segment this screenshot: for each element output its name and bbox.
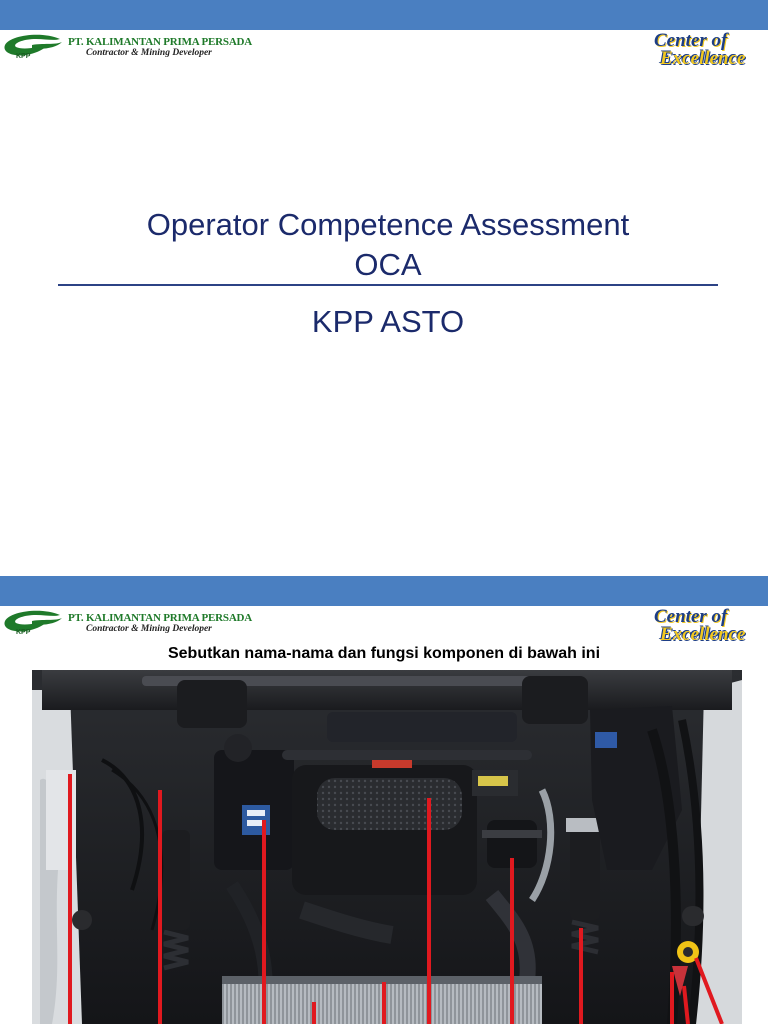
kpp-swoosh-icon xyxy=(2,609,64,641)
kpp-logo xyxy=(2,609,253,641)
kpp-company-name: PT. KALIMANTAN PRIMA PERSADA xyxy=(68,36,253,48)
title-line-1: Operator Competence Assessment xyxy=(146,207,630,242)
kpp-swoosh-icon xyxy=(2,33,64,65)
kpp-logo xyxy=(2,33,253,65)
coe-line-2: Excellence xyxy=(660,624,746,645)
slide-engine-components xyxy=(0,576,768,1024)
kpp-abbreviation: KPP xyxy=(16,53,31,60)
coe-line-2: Excellence xyxy=(660,48,746,69)
question-text: Sebutkan nama-nama dan fungsi komponen di bawah ini xyxy=(167,645,601,662)
coe-line-1: Center of xyxy=(654,30,728,51)
slide-subtitle: KPP ASTO xyxy=(311,304,465,339)
header-band xyxy=(0,576,768,606)
header-band xyxy=(0,0,768,30)
center-of-excellence-logo xyxy=(652,30,766,72)
kpp-tagline: Contractor & Mining Developer xyxy=(86,48,212,58)
kpp-company-name: PT. KALIMANTAN PRIMA PERSADA xyxy=(68,612,253,624)
slide-title-text xyxy=(58,205,718,285)
title-line-2: OCA xyxy=(354,247,422,282)
kpp-abbreviation: KPP xyxy=(16,629,31,636)
kpp-tagline: Contractor & Mining Developer xyxy=(86,624,212,634)
engine-bay-photo xyxy=(32,670,742,1024)
coe-line-1: Center of xyxy=(654,606,728,627)
center-of-excellence-logo xyxy=(652,606,766,648)
title-divider xyxy=(58,284,718,286)
